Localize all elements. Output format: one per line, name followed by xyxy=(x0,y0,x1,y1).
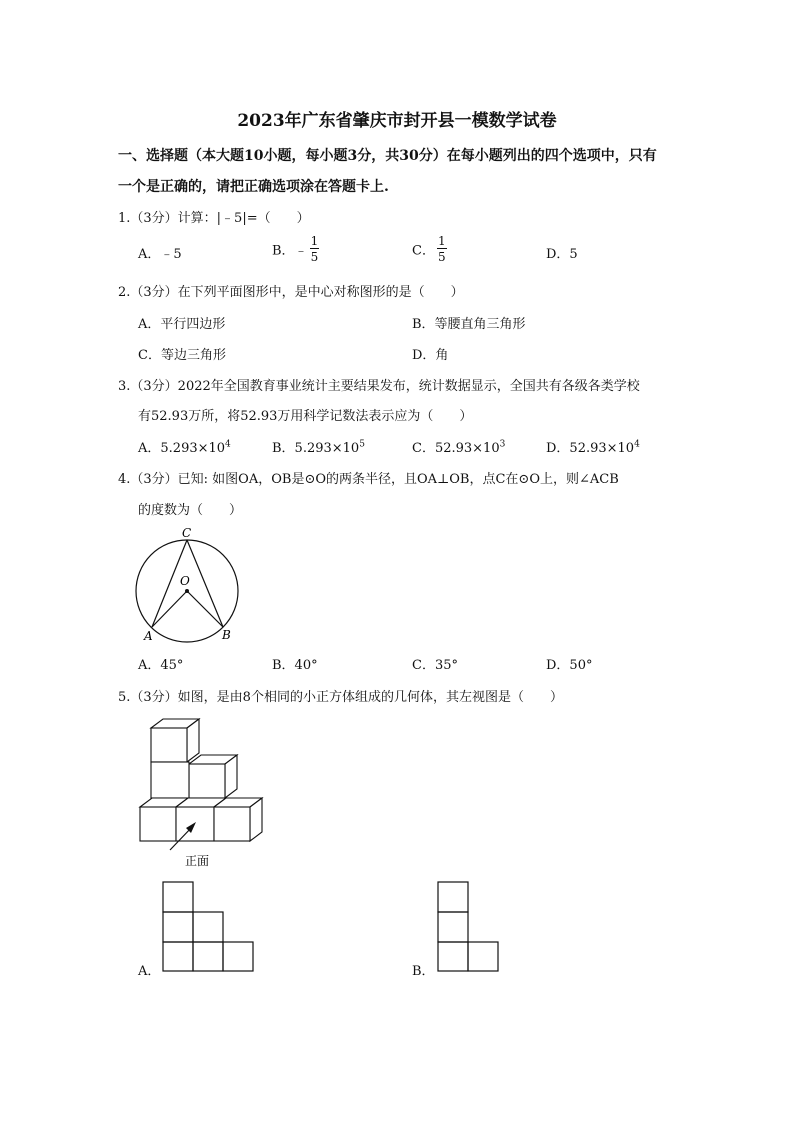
question-2-option-b: B．等腰直角三角形 xyxy=(412,317,526,332)
exponent: 4 xyxy=(225,439,231,450)
question-3-stem-line1: 3.（3分）2022年全国教育事业统计主要结果发布，统计数据显示，全国共有各级各类学校 xyxy=(118,379,640,394)
option-base: D．52.93×10 xyxy=(546,441,635,456)
segment-cb xyxy=(187,540,223,627)
option-b-prefix: B．﹣ xyxy=(272,243,308,259)
question-1-stem: 1.（3分）计算：|﹣5|=（ ） xyxy=(118,211,310,226)
fraction xyxy=(437,235,447,263)
fraction-denominator: 5 xyxy=(310,250,319,264)
cube-solid-figure xyxy=(130,712,280,872)
question-1-option-b xyxy=(272,235,319,263)
section-heading-line1: 一、选择题（本大题10小题，每小题3分，共30分）在每小题列出的四个选项中，只有 xyxy=(118,148,657,164)
question-3-option-c xyxy=(412,437,505,456)
option-b-left-view xyxy=(435,880,501,973)
center-point xyxy=(185,589,189,593)
option-base: A．5.293×10 xyxy=(138,441,226,456)
section-heading-line2: 一个是正确的，请把正确选项涂在答题卡上. xyxy=(118,179,389,195)
exponent: 3 xyxy=(499,439,506,450)
option-a-left-view xyxy=(160,880,256,973)
question-3-option-d xyxy=(546,437,640,456)
question-3-option-a xyxy=(138,437,231,456)
question-4-stem-line1: 4.（3分）已知: 如图OA，OB是⊙O的两条半径，且OA⊥OB，点C在⊙O上，则∠ACB xyxy=(118,472,619,487)
exponent: 4 xyxy=(634,439,640,450)
question-1-option-a: A．﹣5 xyxy=(138,247,182,262)
question-2-option-d: D．角 xyxy=(412,348,449,363)
question-5-stem: 5.（3分）如图，是由8个相同的小正方体组成的几何体，其左视图是（ ） xyxy=(118,690,563,705)
segment-oa xyxy=(152,591,187,627)
question-3-stem-line2: 有52.93万所，将52.93万用科学记数法表示应为（ ） xyxy=(138,409,473,424)
cubes xyxy=(140,719,262,841)
fraction-denominator: 5 xyxy=(437,250,446,264)
exponent: 5 xyxy=(359,439,365,450)
question-2-option-a: A．平行四边形 xyxy=(138,317,226,332)
question-5-option-a: A． xyxy=(138,964,161,979)
question-1-option-d: D．5 xyxy=(546,247,578,262)
question-4-option-d: D．50° xyxy=(546,658,593,673)
fraction-numerator: 1 xyxy=(310,234,319,248)
question-4-option-b: B．40° xyxy=(272,658,318,673)
fraction xyxy=(310,235,320,263)
question-3-option-b xyxy=(272,437,365,456)
question-5-option-b: B． xyxy=(412,964,435,979)
question-2-stem: 2.（3分）在下列平面图形中，是中心对称图形的是（ ） xyxy=(118,285,464,300)
option-base: B．5.293×10 xyxy=(272,441,360,456)
front-label: 正面 xyxy=(185,854,210,868)
segment-ob xyxy=(187,591,223,627)
question-2-option-c: C．等边三角形 xyxy=(138,348,226,363)
label-c: C xyxy=(182,526,192,540)
exam-title: 2023年广东省肇庆市封开县一模数学试卷 xyxy=(237,111,557,131)
label-b: B xyxy=(222,628,231,642)
option-c-prefix: C． xyxy=(412,243,435,259)
question-1-option-c xyxy=(412,235,447,263)
fraction-numerator: 1 xyxy=(437,234,446,248)
question-4-option-c: C．35° xyxy=(412,658,458,673)
label-o: O xyxy=(180,574,190,588)
question-4-option-a: A．45° xyxy=(138,658,184,673)
circle-figure xyxy=(132,522,252,647)
question-4-stem-line2: 的度数为（ ） xyxy=(138,503,243,518)
label-a: A xyxy=(144,629,153,643)
option-base: C．52.93×10 xyxy=(412,441,500,456)
